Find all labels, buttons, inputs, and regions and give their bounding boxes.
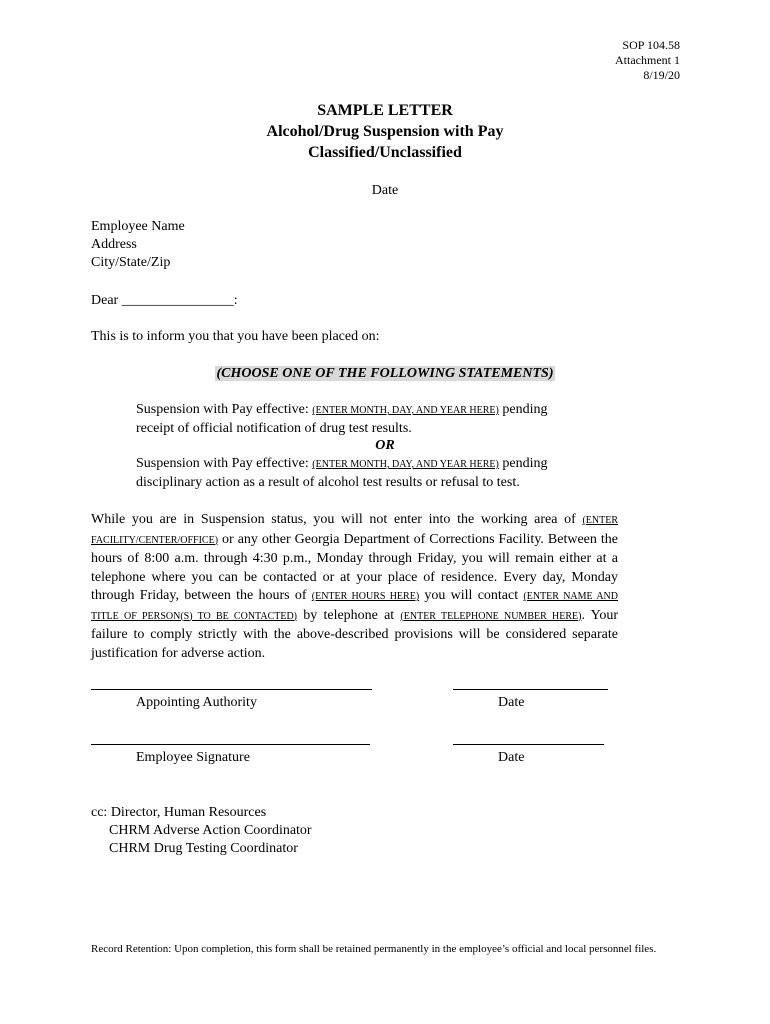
phone-placeholder: (ENTER TELEPHONE NUMBER HERE) bbox=[400, 610, 582, 622]
choose-instruction bbox=[0, 365, 770, 383]
document-reference bbox=[615, 38, 680, 83]
option-two-lead: Suspension with Pay effective: bbox=[136, 456, 313, 471]
option-one-line2: receipt of official notification of drug test results. bbox=[136, 421, 412, 436]
option-one-date-placeholder: (ENTER MONTH, DAY, AND YEAR HERE) bbox=[312, 405, 499, 416]
attachment-label: Attachment 1 bbox=[615, 53, 680, 67]
option-two-date-placeholder: (ENTER MONTH, DAY, AND YEAR HERE) bbox=[312, 459, 499, 470]
hours-placeholder: (ENTER HOURS HERE) bbox=[311, 591, 420, 602]
body-part-3: you will contact bbox=[419, 588, 524, 603]
revision-date: 8/19/20 bbox=[643, 68, 680, 82]
authority-date-label: Date bbox=[498, 695, 525, 710]
record-retention-note: Record Retention: Upon completion, this form shall be retained permanently in the employee’s official and local personnel files. bbox=[91, 943, 657, 955]
sop-number: SOP 104.58 bbox=[622, 38, 680, 52]
intro-text: This is to inform you that you have been placed on: bbox=[91, 329, 380, 344]
employee-name: Employee Name bbox=[91, 219, 185, 234]
employee-date-label: Date bbox=[498, 750, 525, 765]
letter-subtitle: Alcohol/Drug Suspension with Pay bbox=[266, 123, 504, 140]
authority-label: Appointing Authority bbox=[136, 695, 257, 710]
cc-line-3: CHRM Drug Testing Coordinator bbox=[109, 841, 298, 856]
salutation: Dear ________________: bbox=[91, 293, 238, 308]
body-part-1: While you are in Suspension status, you will not enter into the working area of bbox=[91, 512, 576, 527]
cc-line-1: cc: Director, Human Resources bbox=[91, 805, 267, 820]
or-separator: OR bbox=[375, 438, 395, 453]
contact-placeholder: (ENTER NAME AND TITLE OF PERSON(S) TO BE CONTACTED) bbox=[91, 591, 619, 622]
date-label: Date bbox=[371, 183, 399, 198]
option-two-tail: pending bbox=[498, 456, 548, 471]
authority-date-line[interactable] bbox=[453, 689, 608, 690]
body-part-5: . Your failure to comply strictly with the above-described provisions will be considered separate justification for adverse action. bbox=[91, 607, 619, 661]
facility-placeholder: (ENTER FACILITY/CENTER/OFFICE) bbox=[91, 515, 619, 546]
option-one bbox=[136, 401, 616, 438]
letter-classification: Classified/Unclassified bbox=[308, 144, 462, 161]
choose-highlight: (CHOOSE ONE OF THE FOLLOWING STATEMENTS) bbox=[216, 366, 554, 381]
body-part-2: or any other Georgia Department of Corrections Facility. Between the hours of 8:00 a.m. through 4:30 p.m., Monday through Friday, you will remain either at a telephone where you can be contacted or at your place of residence. Every day, Monday through Friday, between the hours of bbox=[91, 531, 618, 603]
option-two-line2: disciplinary action as a result of alcohol test results or refusal to test. bbox=[136, 475, 520, 490]
cc-line-2: CHRM Adverse Action Coordinator bbox=[109, 823, 312, 838]
authority-signature-line[interactable] bbox=[91, 689, 372, 690]
option-one-tail: pending bbox=[498, 402, 548, 417]
option-one-lead: Suspension with Pay effective: bbox=[136, 402, 313, 417]
suspension-terms-paragraph bbox=[91, 511, 618, 663]
employee-city: City/State/Zip bbox=[91, 255, 171, 270]
body-part-4: by telephone at bbox=[297, 607, 401, 623]
employee-date-line[interactable] bbox=[453, 744, 604, 745]
cc-list bbox=[91, 804, 312, 858]
letter-title: SAMPLE LETTER bbox=[317, 102, 453, 119]
employee-address: Address bbox=[91, 237, 137, 252]
employee-signature-label: Employee Signature bbox=[136, 750, 250, 765]
employee-signature-line[interactable] bbox=[91, 744, 370, 745]
option-two bbox=[136, 455, 616, 492]
recipient-address bbox=[91, 218, 185, 272]
